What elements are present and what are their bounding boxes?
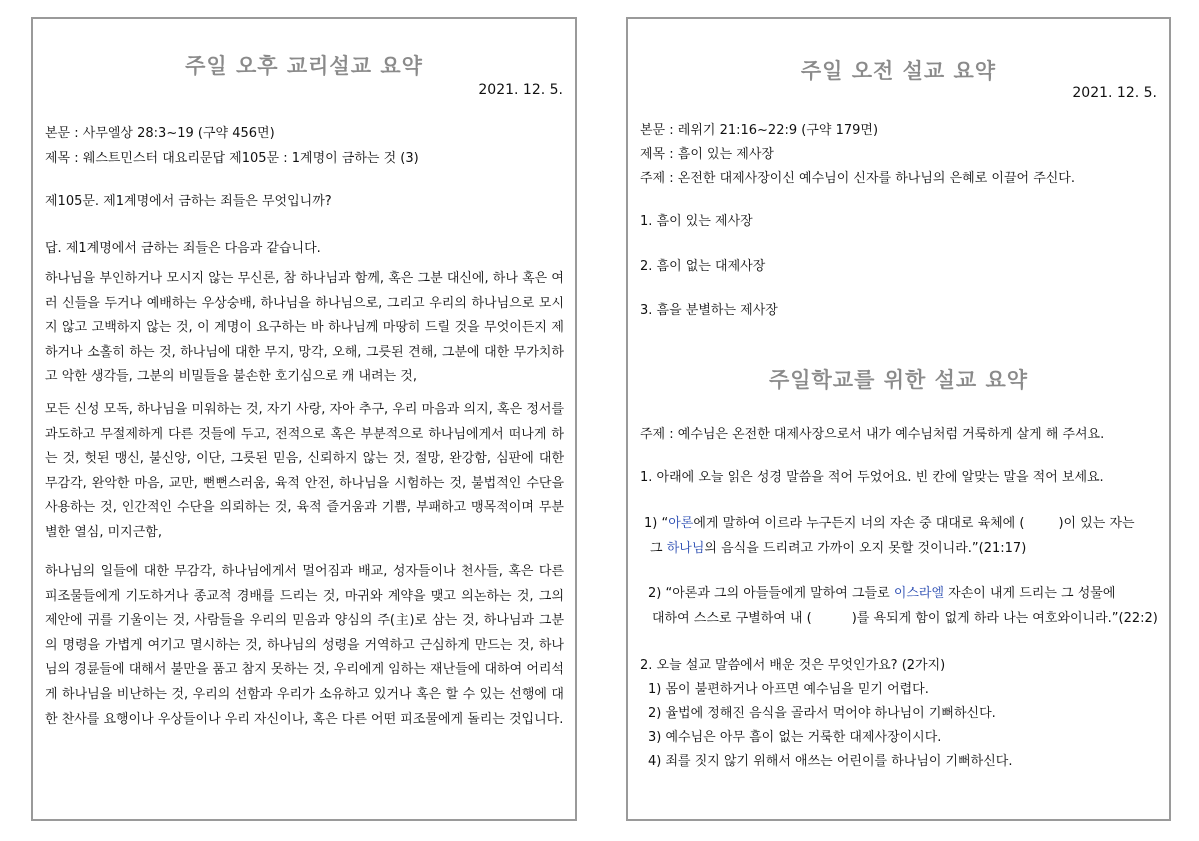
outline-item-2: 2. 흠이 없는 대제사장 — [640, 259, 766, 274]
verse-text: 대하여 스스로 구별하여 내 ( — [652, 611, 812, 626]
sunday-school-theme: 주제 : 예수님은 온전한 대제사장으로서 내가 예수님처럼 거룩하게 살게 해 주셔요. — [640, 427, 1105, 442]
verse-1-line-2 — [650, 537, 1026, 556]
sermon-morning-page — [626, 17, 1171, 821]
subject-line: 제목 : 웨스트민스터 대요리문답 제105문 : 1계명이 금하는 것 (3) — [45, 151, 419, 166]
verse-text: 그 — [650, 541, 667, 556]
verse-text: 자손이 내게 드리는 그 성물에 — [944, 586, 1116, 601]
choice-4: 4) 죄를 짓지 않기 위해서 애쓰는 어린이를 하나님이 기뻐하신다. — [648, 754, 1013, 769]
verse-text: 의 음식을 드리려고 가까이 오지 못할 것이니라.”(21:17) — [704, 541, 1027, 556]
subject-line: 제목 : 흠이 있는 제사장 — [640, 147, 774, 162]
date: 2021. 12. 5. — [478, 82, 563, 98]
theme-line: 주제 : 온전한 대제사장이신 예수님이 신자를 하나님의 은혜로 이끌어 주신다. — [640, 171, 1076, 186]
choice-3: 3) 예수님은 아무 흠이 없는 거룩한 대제사장이시다. — [648, 730, 942, 745]
verse-text: 에게 말하여 이르라 누구든지 너의 자손 중 대대로 육체에 ( — [693, 516, 1025, 531]
verse-2-line-1 — [648, 582, 1115, 601]
verse-text: 2) “아론과 그의 아들들에게 말하여 그들로 — [648, 586, 894, 601]
date: 2021. 12. 5. — [1072, 85, 1157, 101]
question-1: 1. 아래에 오늘 읽은 성경 말씀을 적어 두었어요. 빈 칸에 알맞는 말을 적어 보세요. — [640, 470, 1104, 485]
verse-1-line-1 — [644, 512, 1135, 531]
answer-line: 답. 제1계명에서 금하는 죄들은 다음과 같습니다. — [45, 241, 321, 256]
paragraph-3: 하나님의 일들에 대한 무감각, 하나님에게서 멀어짐과 배교, 성자들이나 천사들, 혹은 다른 피조물들에게 기도하거나 종교적 경배를 드리는 것, 마귀와 계약을 맺고 의논하는 것, 그의 제안에 귀를 기울이는 것, 사람들을 우리의 믿음과 양심의 주(主)로 삼는 것, 하나님과 그분의 명령을 가볍게 여기고 멸시하는 것, 하나님의 성령을 거역하고 근심하게 만드는 것, 하나님의 경륜들에 대해서 불만을 품고 참지 못하는 것, 우리에게 임하는 재난들에 대하여 어리석게 하나님을 비난하는 것, 우리의 선함과 우리가 소유하고 있거나 혹은 할 수 있는 선행에 대한 찬사를 요행이나 우상들이나 우리 자신이나, 혹은 다른 어떤 피조물에게 돌리는 것입니다. — [45, 564, 564, 727]
outline-item-3: 3. 흠을 분별하는 제사장 — [640, 303, 778, 318]
verse-2-line-2 — [652, 607, 1158, 626]
scripture-line: 본문 : 레위기 21:16~22:9 (구약 179면) — [640, 123, 879, 138]
paragraph-2: 모든 신성 모독, 하나님을 미워하는 것, 자기 사랑, 자아 추구, 우리 마음과 의지, 혹은 정서를 과도하고 무절제하게 다른 것들에 두고, 전적으로 혹은 부분적으로 하나님에게서 떠나게 하는 것, 헛된 맹신, 불신앙, 이단, 그릇된 믿음, 신뢰하지 않는 것, 절망, 완강함, 심판에 대한 무감각, 완악한 마음, 교만, 뻔뻔스러움, 육적 안전, 하나님을 시험하는 것, 불법적인 수단을 사용하는 것, 인간적인 수단을 의뢰하는 것, 육적 즐거움과 기쁨, 부패하고 맹목적이며 무분별한 열심, 미지근함, — [45, 402, 564, 540]
page-title: 주일 오전 설교 요약 — [800, 59, 997, 83]
name-god: 하나님 — [666, 541, 705, 556]
sunday-school-title: 주일학교를 위한 설교 요약 — [768, 368, 1029, 392]
outline-item-1: 1. 흠이 있는 제사장 — [640, 214, 753, 229]
verse-text: )이 있는 자는 — [1058, 516, 1135, 531]
sermon-doctrine-page — [31, 17, 577, 821]
verse-text: )를 욕되게 함이 없게 하라 나는 여호와이니라.”(22:2) — [851, 611, 1158, 626]
question-line: 제105문. 제1계명에서 금하는 죄들은 무엇입니까? — [45, 194, 332, 209]
name-israel: 이스라엘 — [893, 586, 945, 601]
choice-1: 1) 몸이 불편하거나 아프면 예수님을 믿기 어렵다. — [648, 682, 929, 697]
name-aaron: 아론 — [668, 516, 694, 531]
verse-text: 1) “ — [644, 516, 669, 531]
paragraph-1: 하나님을 부인하거나 모시지 않는 무신론, 참 하나님과 함께, 혹은 그분 대신에, 하나 혹은 여러 신들을 두거나 예배하는 우상숭배, 하나님을 하나님으로, 그리고 우리의 하나님으로 모시지 않고 고백하지 않는 것, 이 계명이 요구하는 바 하나님께 마땅히 드릴 것을 무엇이든지 제하거나 소홀히 하는 것, 하나님에 대한 무지, 망각, 오해, 그릇된 견해, 그분에 대한 무가치하고 악한 생각들, 그분의 비밀들을 불손한 호기심으로 캐 내려는 것, — [45, 271, 564, 385]
choice-2: 2) 율법에 정해진 음식을 골라서 먹어야 하나님이 기뻐하신다. — [648, 706, 996, 721]
question-2: 2. 오늘 설교 말씀에서 배운 것은 무엇인가요? (2가지) — [640, 658, 946, 673]
page-title: 주일 오후 교리설교 요약 — [185, 54, 423, 78]
scripture-line: 본문 : 사무엘상 28:3~19 (구약 456면) — [45, 126, 275, 141]
